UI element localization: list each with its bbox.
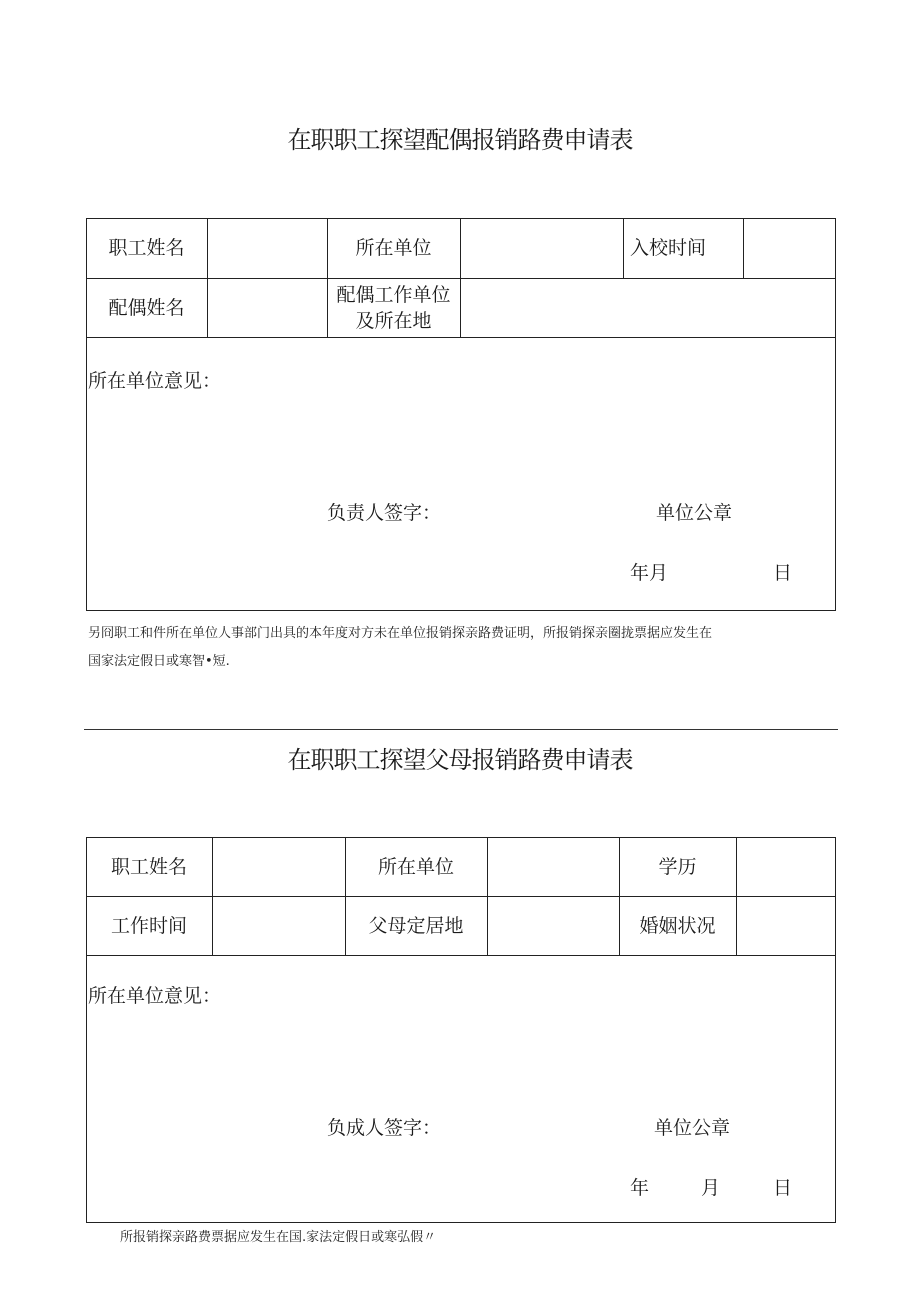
form1-spouse-name-label: 配偶姓名 [108,296,185,319]
form2-employee-name-label: 职工姓名 [110,855,187,878]
form1-signature-label: 负责人签字： [327,502,442,524]
form2-marital-status-label: 婚姻状况 [639,914,716,937]
form1-employee-name-field[interactable] [207,218,327,278]
form1-row-divider-2 [86,337,836,338]
form1-unit-field[interactable] [460,218,623,278]
form2-row-divider-2 [86,955,836,956]
form1-footnote-line1: 另冏职工和件所在单位人事部门出具的本年度对方未在单位报销探亲路费证明，所报销探亲圈拢票据应发生在 [88,626,713,641]
form1-entry-time-field[interactable] [743,218,836,278]
form1-spouse-unit-label [327,280,460,335]
form1-entry-time-label: 入校时间 [629,237,706,259]
form2-opinion-label: 所在单位意见： [88,985,222,1007]
form1-date-day: 日 [773,562,793,584]
form2-footnote: 所报销探亲路费票据应发生在国.家法定假日或寒弘假〃 [120,1230,437,1245]
form2-work-time-label: 工作时间 [110,914,187,937]
form1-spouse-unit-label-line2: 及所在地 [355,309,432,332]
form2-date-month: 月 [701,1177,721,1199]
form1-date-year-month: 年月 [630,562,669,584]
form2-title: 在职职工探望父母报销路费申请表 [287,746,633,774]
form2-date-year: 年 [630,1177,650,1199]
form1-seal-label: 单位公章 [656,502,733,524]
form2-marital-status-field[interactable] [736,896,836,955]
form2-date-day: 日 [773,1177,793,1199]
form2-signature-label: 负成人签字： [327,1117,442,1139]
form2-unit-label: 所在单位 [377,855,454,878]
form1-opinion-label: 所在单位意见： [88,370,222,392]
form1-unit-label: 所在单位 [355,237,432,259]
form2-work-time-field[interactable] [212,896,345,955]
form2-employee-name-field[interactable] [212,837,345,896]
form1-spouse-name-field[interactable] [207,278,327,337]
form2-unit-field[interactable] [487,837,619,896]
form1-employee-name-label: 职工姓名 [108,237,185,259]
form1-footnote-line2: 国家法定假日或寒智•短. [88,654,230,669]
form2-education-field[interactable] [736,837,836,896]
form2-education-label: 学历 [658,855,697,878]
form1-spouse-unit-field[interactable] [460,278,836,337]
form1-spouse-unit-label-line1: 配偶工作单位 [336,283,451,306]
form1-title: 在职职工探望配偶报销路费申请表 [287,126,633,154]
section-divider [84,729,838,730]
form2-parents-residence-label: 父母定居地 [368,914,464,937]
form2-seal-label: 单位公章 [654,1117,731,1139]
form2-parents-residence-field[interactable] [487,896,619,955]
